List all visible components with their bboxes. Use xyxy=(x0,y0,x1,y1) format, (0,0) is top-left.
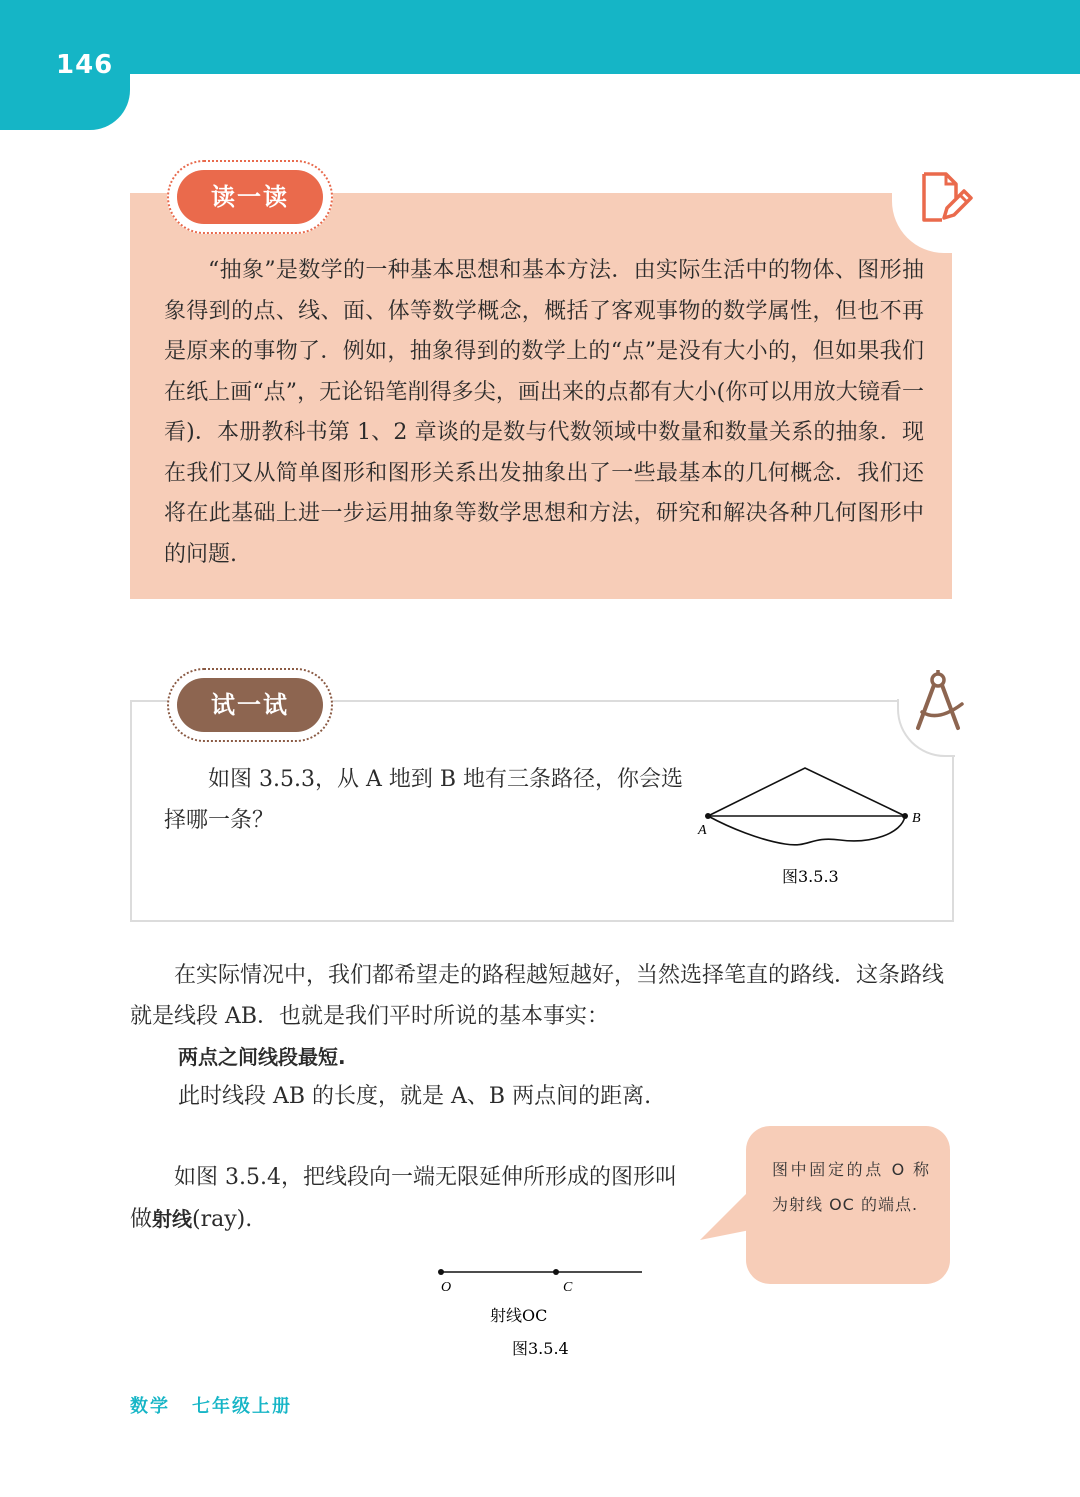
footer xyxy=(130,1392,292,1418)
body-paragraph-3: 此时线段 AB 的长度，就是 A、B 两点间的距离. xyxy=(178,1084,652,1109)
ray-name: 射线OC xyxy=(490,1306,548,1325)
label-o: O xyxy=(441,1280,452,1295)
figure-caption: 图3.5.4 xyxy=(512,1339,569,1358)
figure-caption: 图3.5.3 xyxy=(782,867,839,886)
try-badge-frame xyxy=(167,668,333,742)
read-paragraph: “抽象”是数学的一种基本思想和基本方法．由实际生活中的物体、图形抽象得到的点、线、面、体等数学概念，概括了客观事物的数学属性，但也不再是原来的事物了．例如，抽象得到的数学上的“点”是没有大小的，但如果我们在纸上画“点”，无论铅笔削得多尖，画出来的点都有大小(你可以用放大镜看一看)．本册教科书第 1、2 章谈的是数与代数领域中数量和数量关系的抽象．现在我们又从简单图形和图形关系出发抽象出了一些最基本的几何概念．我们还将在此基础上进一步运用抽象等数学思想和方法，研究和解决各种几何图形中的问题. xyxy=(164,258,924,567)
footer-grade: 七年级上册 xyxy=(192,1396,292,1417)
point-o xyxy=(438,1269,444,1275)
read-badge: 读一读 xyxy=(177,170,323,224)
figure-3-5-3 xyxy=(690,760,940,890)
label-b: B xyxy=(912,811,921,826)
point-c xyxy=(553,1269,559,1275)
compass-icon xyxy=(910,668,970,736)
read-badge-frame xyxy=(167,160,333,234)
try-badge: 试一试 xyxy=(177,678,323,732)
body-paragraph-1: 在实际情况中，我们都希望走的路程越短越好，当然选择笔直的路线．这条路线就是线段 AB．也就是我们平时所说的基本事实： xyxy=(130,963,945,1029)
notepad-pencil-icon xyxy=(914,168,974,228)
page-number: 146 xyxy=(56,50,114,80)
label-c: C xyxy=(563,1280,573,1295)
figure-3-5-4 xyxy=(420,1258,660,1363)
footer-subject: 数学 xyxy=(130,1396,170,1417)
point-b xyxy=(902,813,908,819)
side-note-text: 图中固定的点 O 称为射线 OC 的端点. xyxy=(772,1160,930,1214)
label-a: A xyxy=(698,823,707,838)
point-a xyxy=(705,813,711,819)
try-paragraph: 如图 3.5.3，从 A 地到 B 地有三条路径，你会选择哪一条？ xyxy=(164,767,683,833)
curved-path xyxy=(708,816,905,845)
ray-term: 射线 xyxy=(152,1206,193,1231)
body-paragraph-4: 如图 3.5.4，把线段向一端无限延伸所形成的图形叫做射线(ray). xyxy=(130,1165,677,1232)
header-band xyxy=(0,0,1080,74)
upper-path xyxy=(708,768,905,816)
basic-fact: 两点之间线段最短. xyxy=(178,1045,346,1069)
